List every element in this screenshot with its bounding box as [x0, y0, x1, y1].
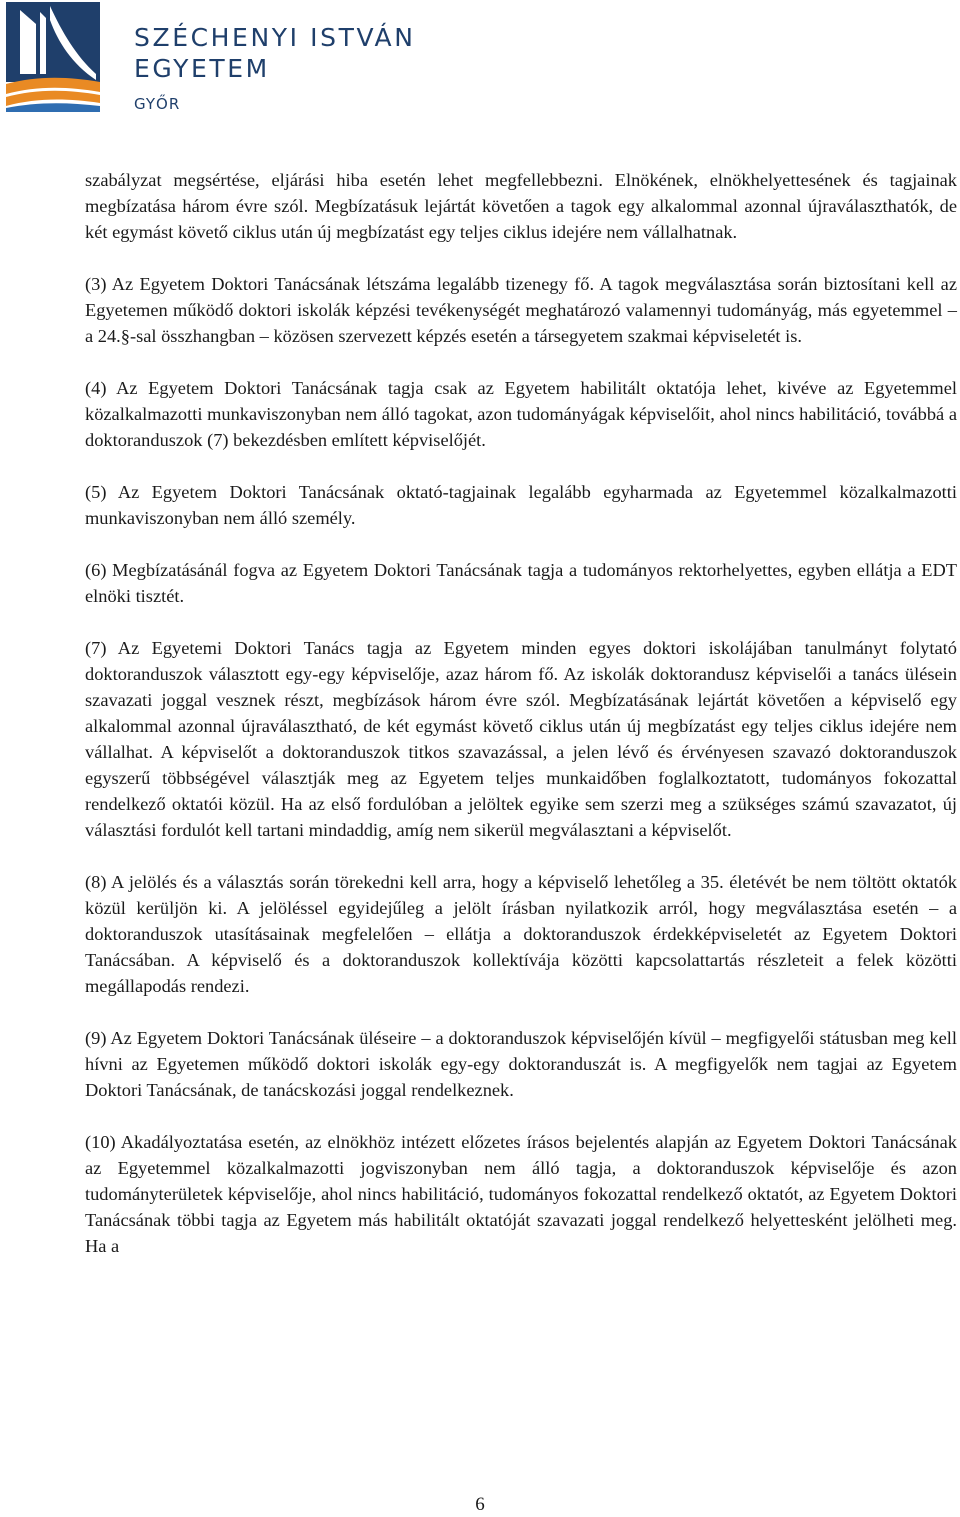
page-number: 6	[475, 1494, 485, 1515]
paragraph: (4) Az Egyetem Doktori Tanácsának tagja csak az Egyetem habilitált oktatója lehet, kivéve az Egyetemmel közalkalmazotti munkaviszonyban nem álló tagokat, azon tudományágak képviselőit, ahol nincs habilitáció, továbbá a doktoranduszok (7) bekezdésben említett képviselőjét.	[85, 378, 957, 450]
paragraph: (10) Akadályoztatása esetén, az elnökhöz intézett előzetes írásos bejelentés alapján az Egyetem Doktori Tanácsának az Egyetemmel közalkalmazotti jogviszonyban nem álló tagja, a doktoranduszok képviselője és azon tudományterületek képviselője, ahol nincs habilitáció, tudományos fokozattal rendelkező oktatót, az Egyetem Doktori Tanácsának többi tagja az Egyetem más habilitált oktatóját szavazati joggal rendelkező helyettesként jelölheti meg. Ha a	[85, 1132, 957, 1256]
paragraph: szabályzat megsértése, eljárási hiba esetén lehet megfellebbezni. Elnökének, elnökhelyettesének és tagjainak megbízatása három évre szól. Megbízatásuk lejártát követően a tagok egy alkalommal azonnal újraválaszthatók, de két egymást követő ciklus után új megbízatást egy teljes ciklus idejére nem vállalhatnak.	[85, 170, 957, 242]
paragraph: (7) Az Egyetemi Doktori Tanács tagja az Egyetem minden egyes doktori iskolájában tanulmányt folytató doktoranduszok választott egy-egy képviselője, azaz három fő. Az iskolák doktorandusz képviselői a tanács ülésein szavazati joggal vesznek részt, megbízások három évre szól. Megbízatásának lejártát követően a képviselő egy alkalommal azonnal újraválasztható, de két egymást követő ciklus után új megbízatást egy teljes ciklus idejére nem vállalhat. A képviselőt a doktoranduszok titkos szavazással, a jelen lévő és érvényesen szavazó doktoranduszok egyszerű többségével választják meg az Egyetem teljes munkaidőben foglalkoztatott, tudományos fokozattal rendelkező oktatói közül. Ha az első fordulóban a jelöltek egyike sem szerzi meg a szükséges számú szavazatot, új választási fordulót kell tartani mindaddig, amíg nem sikerül megválasztani a képviselőt.	[85, 638, 957, 840]
university-header	[6, 2, 426, 114]
university-name-line1: SZÉCHENYI ISTVÁN	[134, 23, 416, 52]
paragraph: (3) Az Egyetem Doktori Tanácsának létszáma legalább tizenegy fő. A tagok megválasztása során biztosítani kell az Egyetemen működő doktori iskolák képzési tevékenységét meghatározó valamennyi tudományág, más egyetemmel – a 24.§-sal összhangban – közösen szervezett képzés esetén a társegyetem szakmai képviseletét is.	[85, 274, 957, 346]
paragraph: (5) Az Egyetem Doktori Tanácsának oktató-tagjainak legalább egyharmada az Egyetemmel közalkalmazotti munkaviszonyban nem álló személy.	[85, 482, 957, 528]
university-name-line2: EGYETEM	[134, 54, 270, 83]
university-logo-icon	[6, 2, 100, 112]
paragraph: (8) A jelölés és a választás során törekedni kell arra, hogy a képviselő lehetőleg a 35. életévét be nem töltött oktatók közül kerüljön ki. A jelöléssel egyidejűleg a jelölt írásban nyilatkozik arról, hogy megválasztása esetén – a doktoranduszok utasításainak megfelelően – ellátja a doktoranduszok érdekképviseletét az Egyetem Doktori Tanácsában. A képviselő és a doktoranduszok kollektívája közötti kapcsolattartás részleteit a felek közötti megállapodás rendezi.	[85, 872, 957, 996]
paragraph: (9) Az Egyetem Doktori Tanácsának üléseire – a doktoranduszok képviselőjén kívül – megfigyelői státusban meg kell hívni az Egyetemen működő doktori iskolák egy-egy doktoranduszát is. A megfigyelők nem tagjai az Egyetem Doktori Tanácsának, de tanácskozási joggal rendelkeznek.	[85, 1028, 957, 1100]
university-city: GYŐR	[134, 95, 181, 113]
document-body	[85, 167, 957, 1285]
university-name	[134, 22, 416, 84]
paragraph: (6) Megbízatásánál fogva az Egyetem Doktori Tanácsának tagja a tudományos rektorhelyettes, egyben ellátja a EDT elnöki tisztét.	[85, 560, 957, 606]
